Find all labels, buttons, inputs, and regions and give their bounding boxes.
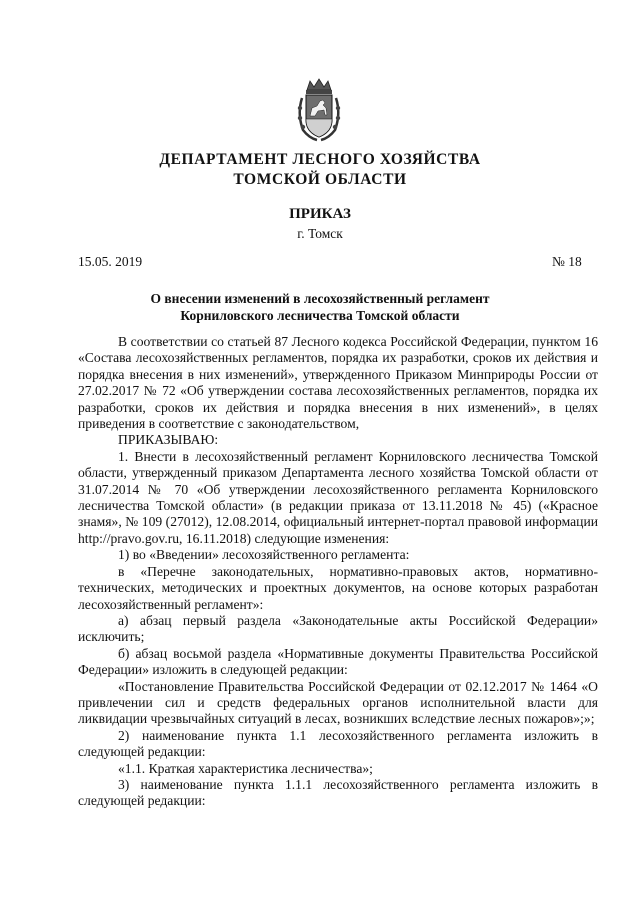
item-a-paragraph: а) абзац первый раздела «Законодательные акты Российской Федерации» исключить;: [78, 612, 598, 645]
order-directive: ПРИКАЗЫВАЮ:: [118, 432, 219, 448]
item-b-paragraph: б) абзац восьмой раздела «Нормативные документы Правительства Российской Федерации» изложить в следующей редакции:: [78, 645, 598, 678]
resolution-quote-paragraph: «Постановление Правительства Российской Федерации от 02.12.2017 № 1464 «О привлечении сил и средств федеральных органов исполнительной власти для ликвидации чрезвычайных ситуаций в лесах, возникших вследствие лесных пожаров»;»;: [78, 678, 598, 727]
subclause-1-paragraph: 1) во «Введении» лесохозяйственного регламента:: [118, 547, 410, 563]
subclause-2-quote: «1.1. Краткая характеристика лесничества»;: [118, 760, 373, 776]
order-number: № 18: [552, 254, 582, 269]
order-body: [78, 334, 598, 810]
order-subject-line-2: Корниловского лесничества Томской области: [180, 308, 460, 323]
clause-1-paragraph: 1. Внести в лесохозяйственный регламент Корниловского лесничества Томской области, утвержденный приказом Департамента лесного хозяйства Томской области от 31.07.2014 № 70 «Об утверждении лесохозяйственного регламента Корниловского лесничества Томской области» (в редакции приказа от 13.11.2018 № 45) («Красное знамя», № 109 (27012), 12.08.2014, официальный интернет-портал правовой информации http://pravo.gov.ru, 16.11.2018) следующие изменения:: [78, 448, 598, 546]
subclause-2-paragraph: 2) наименование пункта 1.1 лесохозяйственного регламента изложить в следующей редакции:: [78, 727, 598, 760]
order-title: ПРИКАЗ: [289, 206, 351, 222]
list-of-documents-paragraph: в «Перечне законодательных, нормативно-правовых актов, нормативно-технических, методических и проектных документов, на основе которых разработан лесохозяйственный регламент»:: [78, 563, 598, 612]
tomsk-oblast-coat-of-arms-icon: [296, 78, 342, 142]
department-name-line-2: ТОМСКОЙ ОБЛАСТИ: [233, 171, 407, 188]
order-date: 15.05. 2019: [78, 254, 143, 269]
order-city: г. Томск: [297, 226, 343, 241]
order-subject-line-1: О внесении изменений в лесохозяйственный регламент: [150, 291, 490, 306]
department-name-line-1: ДЕПАРТАМЕНТ ЛЕСНОГО ХОЗЯЙСТВА: [159, 151, 481, 168]
preamble-paragraph: В соответствии со статьей 87 Лесного кодекса Российской Федерации, пунктом 16 «Состава лесохозяйственных регламентов, порядка их разработки, сроков их действия и порядка внесения в них изменений», утвержденного Приказом Минприроды России от 27.02.2017 № 72 «Об утверждении состава лесохозяйственных регламентов, порядка их разработки, сроков их действия и порядка внесения в них изменений», в целях приведения в соответствие с законодательством,: [78, 334, 598, 432]
subclause-3-paragraph: 3) наименование пункта 1.1.1 лесохозяйственного регламента изложить в следующей редакции:: [78, 776, 598, 809]
